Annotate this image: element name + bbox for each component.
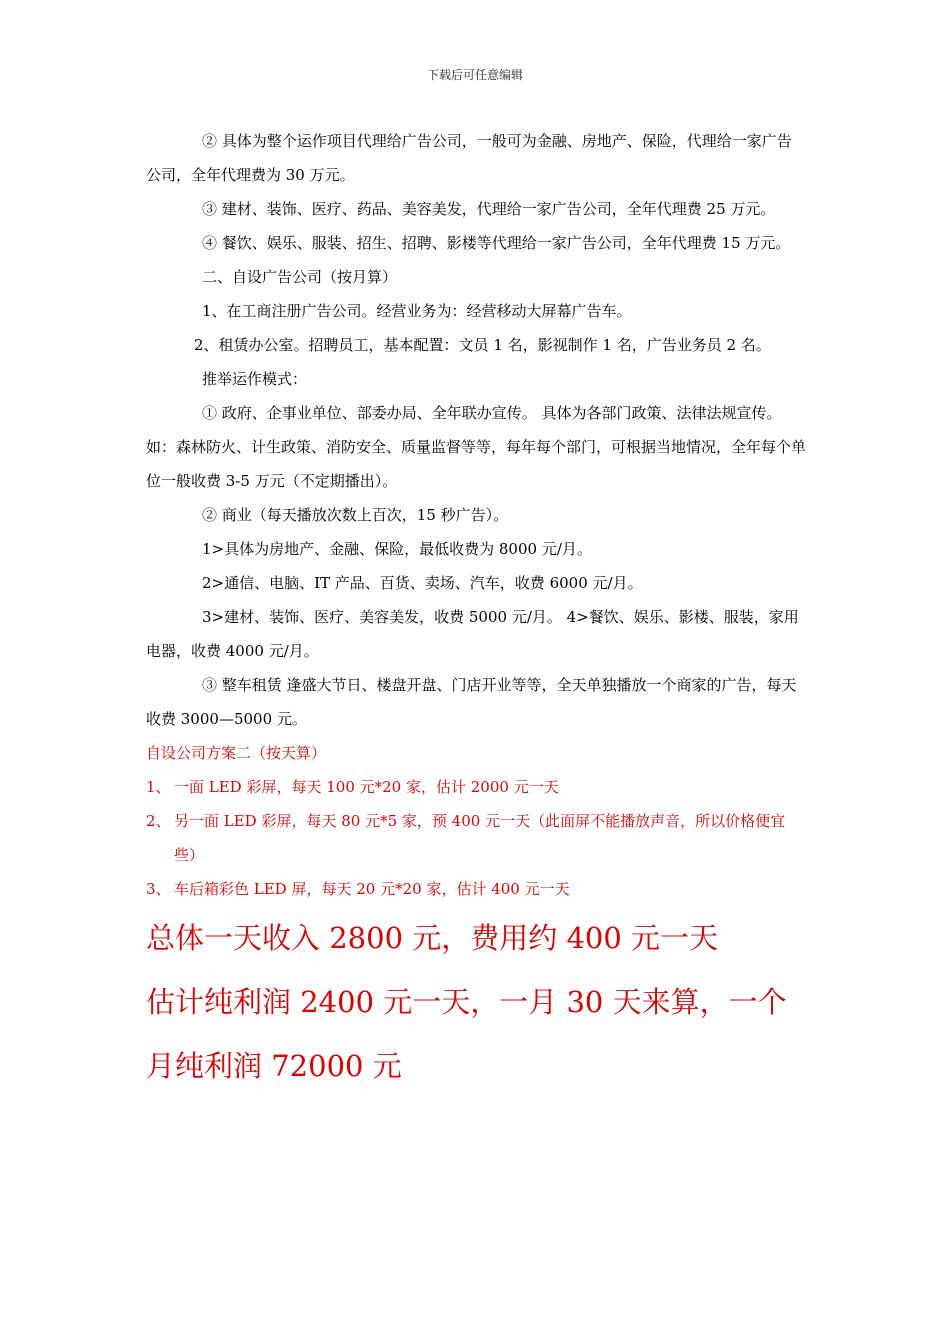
paragraph: 1、在工商注册广告公司。经营业务为：经营移动大屏幕广告车。 (202, 302, 632, 320)
section-heading: 二、自设广告公司（按月算） (202, 268, 398, 286)
paragraph: ② 商业（每天播放次数上百次，15 秒广告）。 (202, 506, 509, 524)
paragraph: ④ 餐饮、娱乐、服装、招生、招聘、影楼等代理给一家广告公司，全年代理费 15 万元。 (202, 234, 791, 252)
paragraph: 1>具体为房地产、金融、保险，最低收费为 8000 元/月。 (202, 540, 592, 558)
summary-line-1: 总体一天收入 2800 元，费用约 400 元一天 (146, 921, 719, 955)
paragraph: ② 具体为整个运作项目代理给广告公司，一般可为金融、房地产、保险，代理给一家广告公司，全年代理费为 30 万元。 (146, 132, 792, 184)
list-item-text: 一面 LED 彩屏，每天 100 元*20 家，估计 2000 元一天 (174, 778, 559, 796)
list-item (146, 804, 806, 872)
list-item-number: 3、 (146, 880, 171, 898)
summary-line-2: 估计纯利润 2400 元一天，一月 30 天来算，一个月纯利润 72000 元 (146, 985, 787, 1083)
paragraph: ③ 整车租赁 逢盛大节日、楼盘开盘、门店开业等等，全天单独播放一个商家的广告，每天收费 3000—5000 元。 (146, 676, 797, 728)
paragraph: 2>通信、电脑、IT 产品、百货、卖场、汽车，收费 6000 元/月。 (202, 574, 643, 592)
paragraph: ① 政府、企事业单位、部委办局、全年联办宣传。 具体为各部门政策、法律法规宣传。如：森林防火、计生政策、消防安全、质量监督等等，每年每个部门，可根据当地情况，全年每个单位一般收费 3-5 万元（不定期播出）。 (146, 404, 807, 490)
page-header: 下载后可任意编辑 (426, 68, 523, 82)
list-item-text: 车后箱彩色 LED 屏，每天 20 元*20 家，估计 400 元一天 (174, 880, 570, 898)
list-item-number: 2、 (146, 812, 171, 830)
list-item (146, 872, 806, 906)
paragraph: 2、租赁办公室。招聘员工，基本配置：文员 1 名，影视制作 1 名，广告业务员 2 名。 (194, 336, 771, 354)
list-item (146, 770, 806, 804)
list-item-text: 另一面 LED 彩屏，每天 80 元*5 家，预 400 元一天（此面屏不能播放声音，所以价格便宜些） (174, 812, 786, 864)
paragraph: 推举运作模式： (202, 370, 308, 388)
paragraph: ③ 建材、装饰、医疗、药品、美容美发，代理给一家广告公司，全年代理费 25 万元。 (202, 200, 776, 218)
plan2-title: 自设公司方案二（按天算） (146, 744, 327, 762)
list-item-number: 1、 (146, 778, 171, 796)
paragraph: 3>建材、装饰、医疗、美容美发，收费 5000 元/月。 4>餐饮、娱乐、影楼、服装，家用电器，收费 4000 元/月。 (146, 608, 799, 660)
document-body (146, 124, 806, 1098)
